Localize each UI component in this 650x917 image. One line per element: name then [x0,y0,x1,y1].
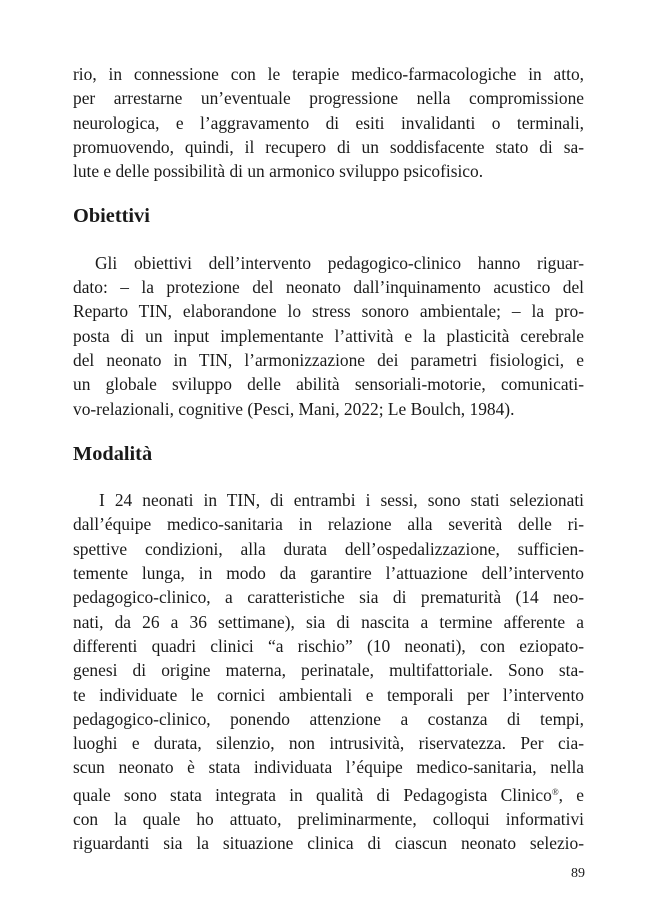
text-line: per arrestarne un’eventuale progressione nella compromissione [73,88,584,109]
text-line: neurologica, e l’aggravamento di esiti invalidanti o terminali, [73,112,584,133]
section-heading-modalita: Modalità [73,442,153,465]
page-body [73,62,584,856]
text-line: pedagogico-clinico, ponendo attenzione a costanza di tempi, [73,708,584,729]
text-line: differenti quadri clinici “a rischio” (10 neonati), con eziopato- [73,635,584,656]
text-line: riguardanti sia la situazione clinica di ciascun neonato selezio- [73,833,584,854]
text-segment: quale sono stata integrata in qualità di Pedagogista Clinico [73,784,552,805]
text-line: nati, da 26 a 36 settimane), sia di nascita a termine afferente a [73,611,584,632]
text-line: spettive condizioni, alla durata dell’ospedalizzazione, sufficien- [73,538,584,559]
text-line: lute e delle possibilità di un armonico sviluppo psicofisico. [73,161,484,182]
text-line: del neonato in TIN, l’armonizzazione dei parametri fisiologici, e [73,349,584,370]
modalita-paragraph [73,488,584,855]
text-line: un globale sviluppo delle abilità sensoriali-motorie, comunicati- [73,374,584,395]
text-line: luoghi e durata, silenzio, non intrusività, riservatezza. Per cia- [73,733,584,754]
text-line: vo-relazionali, cognitive (Pesci, Mani, 2022; Le Boulch, 1984). [73,398,515,419]
text-line: genesi di origine materna, perinatale, multifattoriale. Sono sta- [73,660,584,681]
text-segment: , e [558,784,584,805]
text-line: pedagogico-clinico, a caratteristiche sia di prematurità (14 neo- [73,587,584,608]
text-line: temente lunga, in modo da garantire l’attuazione dell’intervento [73,563,584,584]
text-line: I 24 neonati in TIN, di entrambi i sessi, sono stati selezionati [99,490,584,511]
text-line [73,780,584,807]
text-line: posta di un input implementante l’attività e la plasticità cerebrale [73,325,584,346]
text-line: con la quale ho attuato, preliminarmente, colloqui informativi [73,809,584,830]
text-line: dall’équipe medico-sanitaria in relazione alla severità delle ri- [73,514,584,535]
obiettivi-paragraph [73,251,584,421]
registered-mark: ® [551,786,559,797]
text-line: promuovendo, quindi, il recupero di un soddisfacente stato di sa- [73,136,584,157]
text-line: Reparto TIN, elaborandone lo stress sonoro ambientale; – la pro- [73,301,584,322]
text-line: te individuate le cornici ambientali e temporali per l’intervento [73,684,584,705]
text-line: dato: – la protezione del neonato dall’inquinamento acustico del [73,277,584,298]
text-line: Gli obiettivi dell’intervento pedagogico-clinico hanno riguar- [95,252,584,273]
section-heading-obiettivi: Obiettivi [73,205,150,228]
text-line: rio, in connessione con le terapie medico-farmacologiche in atto, [73,64,584,84]
page-number: 89 [571,866,585,881]
text-line: scun neonato è stata individuata l’équipe medico-sanitaria, nella [73,757,584,778]
intro-paragraph [73,62,584,183]
